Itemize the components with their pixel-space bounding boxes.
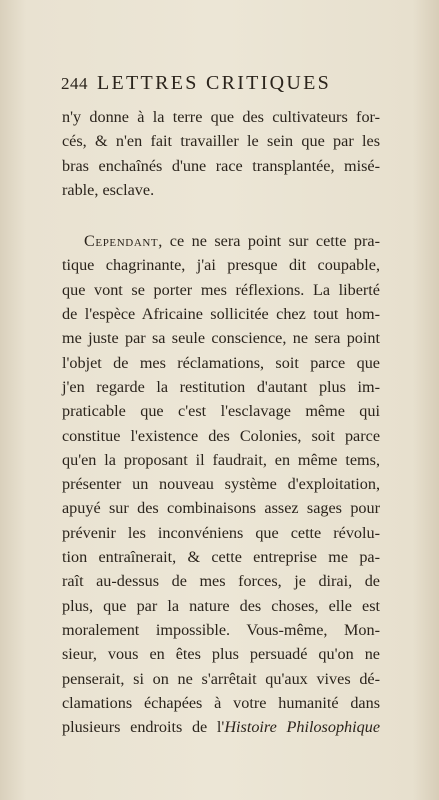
last-line-start: plusieurs endroits de l' xyxy=(62,718,225,737)
text-line: que vont se porter mes réflexions. La liberté xyxy=(62,280,380,299)
paragraph-first-line xyxy=(62,229,380,253)
text-line: l'objet de mes réclamations, soit parce que xyxy=(62,353,380,372)
opening-word: Cependant xyxy=(84,232,159,251)
text-line: de l'espèce Africaine sollicitée chez tout hom- xyxy=(62,305,380,324)
text-line: prévenir les inconvéniens que cette révolu- xyxy=(62,523,380,542)
text-line: tique chagrinante, j'ai presque dit coupable, xyxy=(62,256,380,275)
text-line: j'en regarde la restitution d'autant plus im- xyxy=(62,377,380,396)
text-line: bras enchaînés d'une race transplantée, misé- xyxy=(62,156,380,175)
text-line: raît au-dessus de mes forces, je dirai, de xyxy=(62,572,380,591)
text-line: moralement impossible. Vous-même, Mon- xyxy=(62,620,380,639)
first-line-rest: , ce ne sera point sur cette pra- xyxy=(158,232,380,251)
text-line: me juste par sa seule conscience, ne sera point xyxy=(62,329,380,348)
body-text xyxy=(62,105,380,739)
text-line: qu'en la proposant il faudrait, en même tems, xyxy=(62,450,380,469)
text-line: rable, esclave. xyxy=(62,180,155,199)
paragraph-last-line xyxy=(62,715,380,739)
text-line: constitue l'existence des Colonies, soit parce xyxy=(62,426,380,445)
text-line: plus, que par la nature des choses, elle est xyxy=(62,596,380,615)
page-number: 244 xyxy=(61,74,88,93)
book-title: Histoire Philosophique xyxy=(224,718,381,737)
text-line: clamations échapées à votre humanité dans xyxy=(62,693,380,712)
text-line: praticable que c'est l'esclavage même qui xyxy=(62,402,380,421)
text-line: apuyé sur des combinaisons assez sages pour xyxy=(62,499,380,518)
text-line: penserait, si on ne s'arrêtait qu'aux vives dé- xyxy=(62,669,380,688)
text-line: tion entraînerait, & cette entreprise me pa- xyxy=(62,548,380,567)
text-line: sieur, vous en êtes plus persuadé qu'on ne xyxy=(62,645,380,664)
text-line: cés, & n'en fait travailler le sein que par les xyxy=(62,132,380,151)
running-head: LETTRES CRITIQUES xyxy=(97,72,332,94)
page-header xyxy=(61,72,331,98)
text-line: n'y donne à la terre que des cultivateurs for- xyxy=(62,108,380,126)
paragraph-gap xyxy=(62,202,380,229)
text-line: présenter un nouveau système d'exploitation, xyxy=(62,475,380,494)
